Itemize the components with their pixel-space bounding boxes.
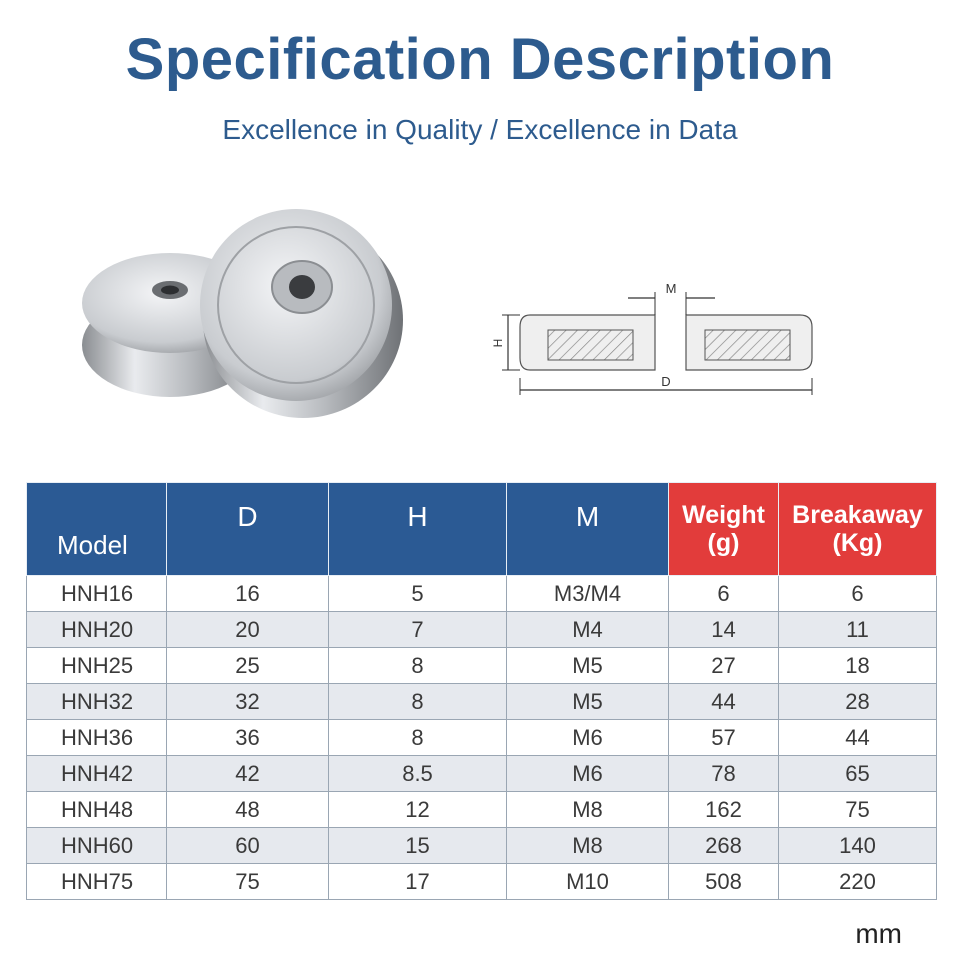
table-row — [27, 792, 937, 828]
cell-weight: 268 — [669, 828, 779, 864]
table-row — [27, 612, 937, 648]
cell-height: 8.5 — [329, 756, 507, 792]
cell-model: HNH20 — [27, 612, 167, 648]
cell-weight: 27 — [669, 648, 779, 684]
cell-breakaway: 75 — [779, 792, 937, 828]
cell-diameter: 20 — [167, 612, 329, 648]
cell-diameter: 60 — [167, 828, 329, 864]
dimension-label-m: M — [665, 281, 677, 296]
cell-height: 8 — [329, 684, 507, 720]
column-header-model: Model — [27, 483, 167, 576]
cell-model: HNH60 — [27, 828, 167, 864]
cell-height: 12 — [329, 792, 507, 828]
cell-weight: 162 — [669, 792, 779, 828]
cell-thread: M4 — [507, 612, 669, 648]
cell-diameter: 32 — [167, 684, 329, 720]
cell-breakaway: 220 — [779, 864, 937, 900]
table-row — [27, 684, 937, 720]
cell-diameter: 25 — [167, 648, 329, 684]
cell-breakaway: 28 — [779, 684, 937, 720]
table-row — [27, 576, 937, 612]
cell-breakaway: 18 — [779, 648, 937, 684]
cell-height: 5 — [329, 576, 507, 612]
cell-thread: M6 — [507, 756, 669, 792]
cell-model: HNH75 — [27, 864, 167, 900]
cell-model: HNH36 — [27, 720, 167, 756]
cell-model: HNH48 — [27, 792, 167, 828]
cell-weight: 508 — [669, 864, 779, 900]
table-row — [27, 720, 937, 756]
cell-weight: 6 — [669, 576, 779, 612]
cell-breakaway: 140 — [779, 828, 937, 864]
cell-thread: M8 — [507, 828, 669, 864]
column-header-h: H — [329, 483, 507, 576]
unit-label: mm — [855, 918, 902, 949]
cell-diameter: 48 — [167, 792, 329, 828]
cell-height: 8 — [329, 648, 507, 684]
table-row — [27, 864, 937, 900]
cell-breakaway: 6 — [779, 576, 937, 612]
page-subtitle: Excellence in Quality / Excellence in Data — [222, 114, 738, 145]
cell-model: HNH42 — [27, 756, 167, 792]
specification-table — [26, 482, 937, 900]
table-row — [27, 648, 937, 684]
cell-diameter: 16 — [167, 576, 329, 612]
cell-thread: M6 — [507, 720, 669, 756]
cell-weight: 78 — [669, 756, 779, 792]
cell-diameter: 42 — [167, 756, 329, 792]
column-header-d: D — [167, 483, 329, 576]
table-row — [27, 756, 937, 792]
cell-height: 17 — [329, 864, 507, 900]
cell-thread: M3/M4 — [507, 576, 669, 612]
page-title: Specification Description — [125, 27, 835, 92]
column-header-weight: Weight (g) — [669, 483, 779, 576]
table-header-row — [27, 483, 937, 576]
column-header-breakaway: Breakaway (Kg) — [779, 483, 937, 576]
cell-weight: 14 — [669, 612, 779, 648]
cell-breakaway: 44 — [779, 720, 937, 756]
cross-section-diagram — [490, 270, 830, 410]
cell-breakaway: 65 — [779, 756, 937, 792]
dimension-label-h: H — [491, 338, 505, 348]
cell-thread: M5 — [507, 684, 669, 720]
cell-breakaway: 11 — [779, 612, 937, 648]
magnet-product-photo — [70, 195, 430, 420]
cell-model: HNH32 — [27, 684, 167, 720]
cell-thread: M8 — [507, 792, 669, 828]
cell-model: HNH16 — [27, 576, 167, 612]
column-header-m: M — [507, 483, 669, 576]
cell-thread: M10 — [507, 864, 669, 900]
cell-weight: 57 — [669, 720, 779, 756]
cell-height: 15 — [329, 828, 507, 864]
cell-weight: 44 — [669, 684, 779, 720]
cell-model: HNH25 — [27, 648, 167, 684]
table-row — [27, 828, 937, 864]
cell-height: 8 — [329, 720, 507, 756]
cell-diameter: 36 — [167, 720, 329, 756]
dimension-label-d: D — [661, 374, 671, 389]
cell-diameter: 75 — [167, 864, 329, 900]
cell-height: 7 — [329, 612, 507, 648]
cell-thread: M5 — [507, 648, 669, 684]
